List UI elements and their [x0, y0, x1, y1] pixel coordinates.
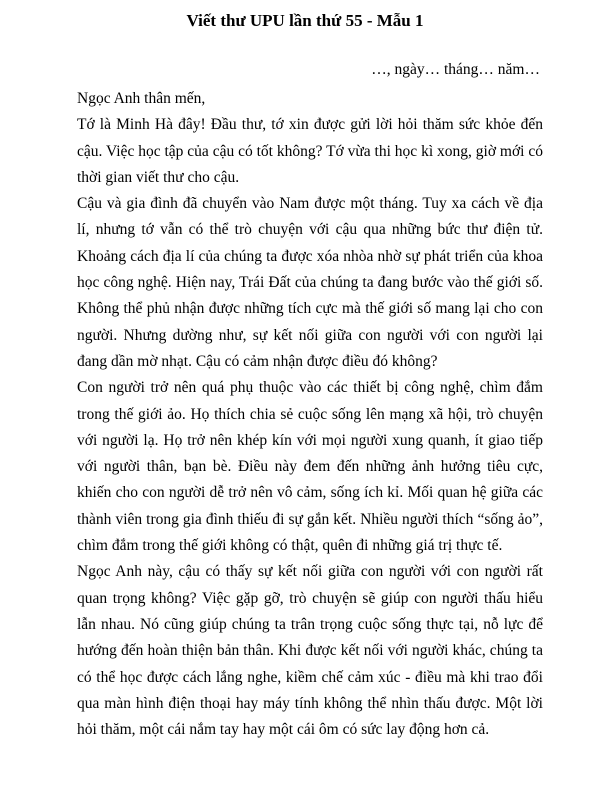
paragraph: Con người trở nên quá phụ thuộc vào các thiết bị công nghệ, chìm đắm trong thế giới ảo. Họ thích chia sẻ cuộc sống lên mạng xã hội, trò chuyện với người lạ. Họ trở nên khép kín với mọi người xung quanh, ít giao tiếp với người thân, bạn bè. Điều này đem đến những ảnh hưởng tiêu cực, khiến cho con người dễ trở nên vô cảm, sống ích kỉ. Mối quan hệ giữa các thành viên trong gia đình thiếu đi sự gắn kết. Nhiều người thích “sống ảo”, chìm đắm trong thế giới không có thật, quên đi những giá trị thực tế.	[77, 379, 543, 555]
salutation: Ngọc Anh thân mến,	[77, 90, 206, 107]
paragraph: Tớ là Minh Hà đây! Đầu thư, tớ xin được gửi lời hỏi thăm sức khỏe đến cậu. Việc học tập của cậu có tốt không? Tớ vừa thi học kì xong, giờ mới có thời gian viết thư cho cậu.	[77, 116, 543, 186]
letter-body	[77, 86, 543, 743]
document-title: Viết thư UPU lần thứ 55 - Mẫu 1	[186, 11, 424, 30]
paragraph: Cậu và gia đình đã chuyển vào Nam được một tháng. Tuy xa cách về địa lí, nhưng tớ vẫn có thể trò chuyện với cậu qua những bức thư điện tử. Khoảng cách địa lí của chúng ta được xóa nhòa nhờ sự phát triển của khoa học công nghệ. Hiện nay, Trái Đất của chúng ta đang bước vào thế giới số. Không thể phủ nhận được những tích cực mà thế giới số mang lại cho con người. Nhưng dường như, sự kết nối giữa con người với con người lại đang dần mờ nhạt. Cậu có cảm nhận được điều đó không?	[77, 195, 543, 370]
paragraph: Ngọc Anh này, cậu có thấy sự kết nối giữa con người với con người rất quan trọng không? Việc gặp gỡ, trò chuyện sẽ giúp con người thấu hiểu lẫn nhau. Nó cũng giúp chúng ta trân trọng cuộc sống thực tại, nỗ lực để hướng đến hoàn thiện bản thân. Khi được kết nối với người khác, chúng ta có thể học được cách lắng nghe, kiềm chế cảm xúc - điều mà khi trao đổi qua màn hình điện thoại hay máy tính không thể nhìn thấu được. Một lời hỏi thăm, một cái nắm tay hay một cái ôm có sức lay động hơn cả.	[77, 563, 543, 739]
dateline: …, ngày… tháng… năm…	[371, 61, 540, 78]
